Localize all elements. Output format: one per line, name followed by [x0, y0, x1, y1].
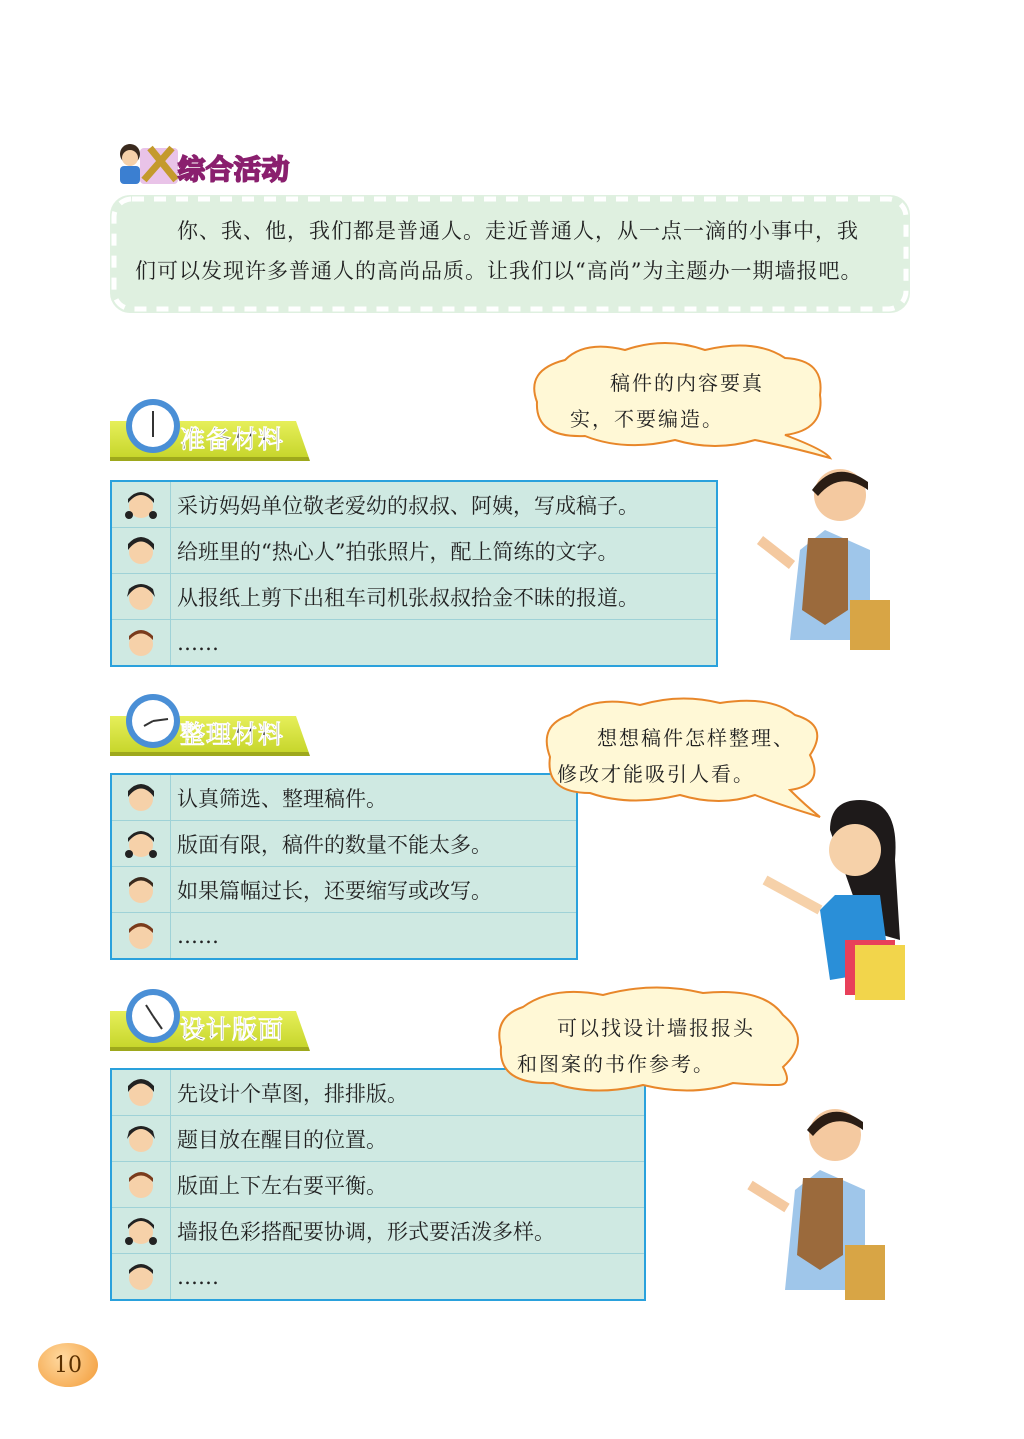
girl-face-icon — [112, 1116, 171, 1161]
table-cell: 版面上下左右要平衡。 — [177, 1173, 387, 1198]
table-cell: 先设计个草图，排排版。 — [177, 1081, 408, 1106]
boy-face-icon — [112, 1070, 171, 1115]
girl-face-icon — [112, 821, 171, 866]
bubble-text-2 — [557, 720, 795, 792]
page-number: 10 — [38, 1343, 98, 1387]
section-title: 准备材料 — [180, 425, 285, 454]
section-header-design — [110, 995, 315, 1051]
table-row — [112, 1254, 644, 1299]
section-title: 整理材料 — [180, 720, 285, 749]
bubble-text-3 — [517, 1010, 755, 1082]
intro-box — [110, 195, 910, 313]
clock-icon — [124, 397, 182, 455]
boy-face-icon — [112, 620, 171, 665]
bubble-line: 和图案的书作参考。 — [517, 1052, 715, 1076]
girl-face-icon — [112, 1208, 171, 1253]
activity-title: 综合活动 — [178, 155, 290, 186]
female-teacher-illustration — [760, 800, 920, 1010]
table-cell: 认真筛选、整理稿件。 — [177, 786, 387, 811]
table-cell: …… — [177, 630, 219, 655]
boy-face-icon — [112, 1254, 171, 1299]
male-teacher-illustration — [730, 460, 920, 660]
table-row — [112, 1162, 644, 1208]
table-row — [112, 620, 716, 665]
table-cell: 从报纸上剪下出租车司机张叔叔拾金不昧的报道。 — [177, 585, 639, 610]
table-cell: 如果篇幅过长，还要缩写或改写。 — [177, 878, 492, 903]
table-row — [112, 528, 716, 574]
girl-face-icon — [112, 482, 171, 527]
clock-icon — [124, 987, 182, 1045]
table-row — [112, 574, 716, 620]
table-row — [112, 1208, 644, 1254]
table-cell: 给班里的“热心人”拍张照片，配上简练的文字。 — [177, 539, 619, 564]
section-header-prepare — [110, 405, 315, 461]
table-row — [112, 821, 576, 867]
table-cell: 版面有限，稿件的数量不能太多。 — [177, 832, 492, 857]
table-row — [112, 913, 576, 958]
male-teacher-illustration — [725, 1100, 915, 1310]
table-cell: …… — [177, 1264, 219, 1289]
table-cell: 墙报色彩搭配要协调，形式要活泼多样。 — [177, 1219, 555, 1244]
bubble-line: 实，不要编造。 — [570, 407, 724, 431]
organize-table — [110, 773, 578, 960]
girl-face-icon — [112, 574, 171, 619]
bubble-line: 稿件的内容要真 — [610, 371, 764, 395]
table-cell: 题目放在醒目的位置。 — [177, 1127, 387, 1152]
intro-text — [135, 211, 905, 291]
prepare-table — [110, 480, 718, 667]
intro-line-2: 们可以发现许多普通人的高尚品质。让我们以“高尚”为主题办一期墙报吧。 — [135, 259, 863, 283]
table-row — [112, 482, 716, 528]
bubble-line: 修改才能吸引人看。 — [557, 762, 755, 786]
boy-face-icon — [112, 867, 171, 912]
table-cell: 采访妈妈单位敬老爱幼的叔叔、阿姨，写成稿子。 — [177, 493, 639, 518]
bubble-line: 可以找设计墙报报头 — [557, 1016, 755, 1040]
intro-line-1: 你、我、他，我们都是普通人。走近普通人，从一点一滴的小事中，我 — [177, 219, 859, 243]
table-row — [112, 867, 576, 913]
boy-face-icon — [112, 913, 171, 958]
boy-face-icon — [112, 1162, 171, 1207]
bubble-text-1 — [570, 365, 764, 437]
clock-icon — [124, 692, 182, 750]
child-with-tools-icon — [110, 140, 180, 190]
section-header-organize — [110, 700, 315, 756]
table-row — [112, 775, 576, 821]
section-title: 设计版面 — [180, 1015, 285, 1044]
bubble-line: 想想稿件怎样整理、 — [597, 726, 795, 750]
boy-face-icon — [112, 528, 171, 573]
table-row — [112, 1116, 644, 1162]
boy-face-icon — [112, 775, 171, 820]
table-cell: …… — [177, 923, 219, 948]
activity-title-banner — [110, 140, 300, 188]
